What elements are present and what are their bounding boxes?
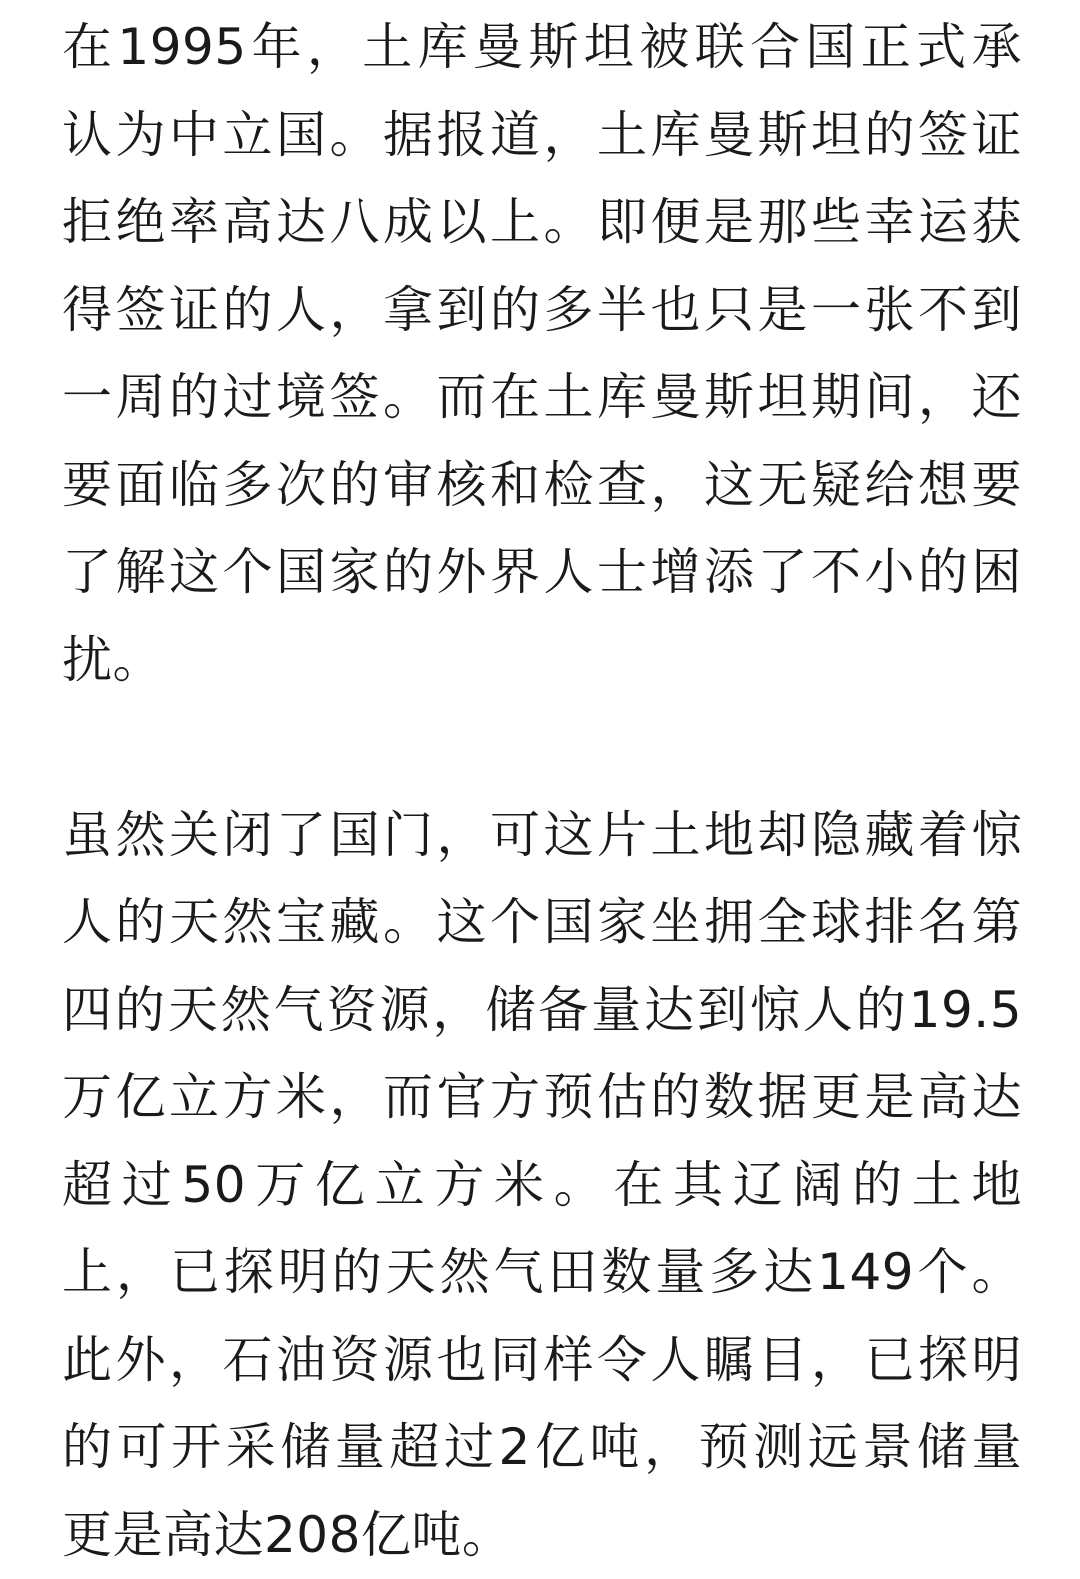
text-line: 拒绝率高达八成以上。即便是那些幸运获	[62, 179, 1022, 267]
text-line: 扰。	[62, 617, 1022, 705]
text-line: 人的天然宝藏。这个国家坐拥全球排名第	[62, 879, 1022, 967]
text-line: 上，已探明的天然气田数量多达149个。	[62, 1229, 1022, 1317]
text-line: 虽然关闭了国门，可这片土地却隐藏着惊	[62, 792, 1022, 880]
text-line: 得签证的人，拿到的多半也只是一张不到	[62, 267, 1022, 355]
paragraph-resources	[62, 792, 1022, 1579]
text-line: 一周的过境签。而在土库曼斯坦期间，还	[62, 354, 1022, 442]
text-line: 的可开采储量超过2亿吨，预测远景储量	[62, 1404, 1022, 1492]
text-line: 超过50万亿立方米。在其辽阔的土地	[62, 1142, 1022, 1230]
article-body	[62, 0, 1022, 1579]
text-line: 四的天然气资源，储备量达到惊人的19.5	[62, 967, 1022, 1055]
text-line: 认为中立国。据报道，土库曼斯坦的签证	[62, 92, 1022, 180]
paragraph-spacer	[62, 704, 1022, 792]
paragraph-visa	[62, 4, 1022, 704]
text-line: 万亿立方米，而官方预估的数据更是高达	[62, 1054, 1022, 1142]
text-line: 更是高达208亿吨。	[62, 1492, 1022, 1579]
text-line: 了解这个国家的外界人士增添了不小的困	[62, 529, 1022, 617]
text-line: 要面临多次的审核和检查，这无疑给想要	[62, 442, 1022, 530]
text-line: 在1995年，土库曼斯坦被联合国正式承	[62, 4, 1022, 92]
text-line: 此外，石油资源也同样令人瞩目，已探明	[62, 1317, 1022, 1405]
